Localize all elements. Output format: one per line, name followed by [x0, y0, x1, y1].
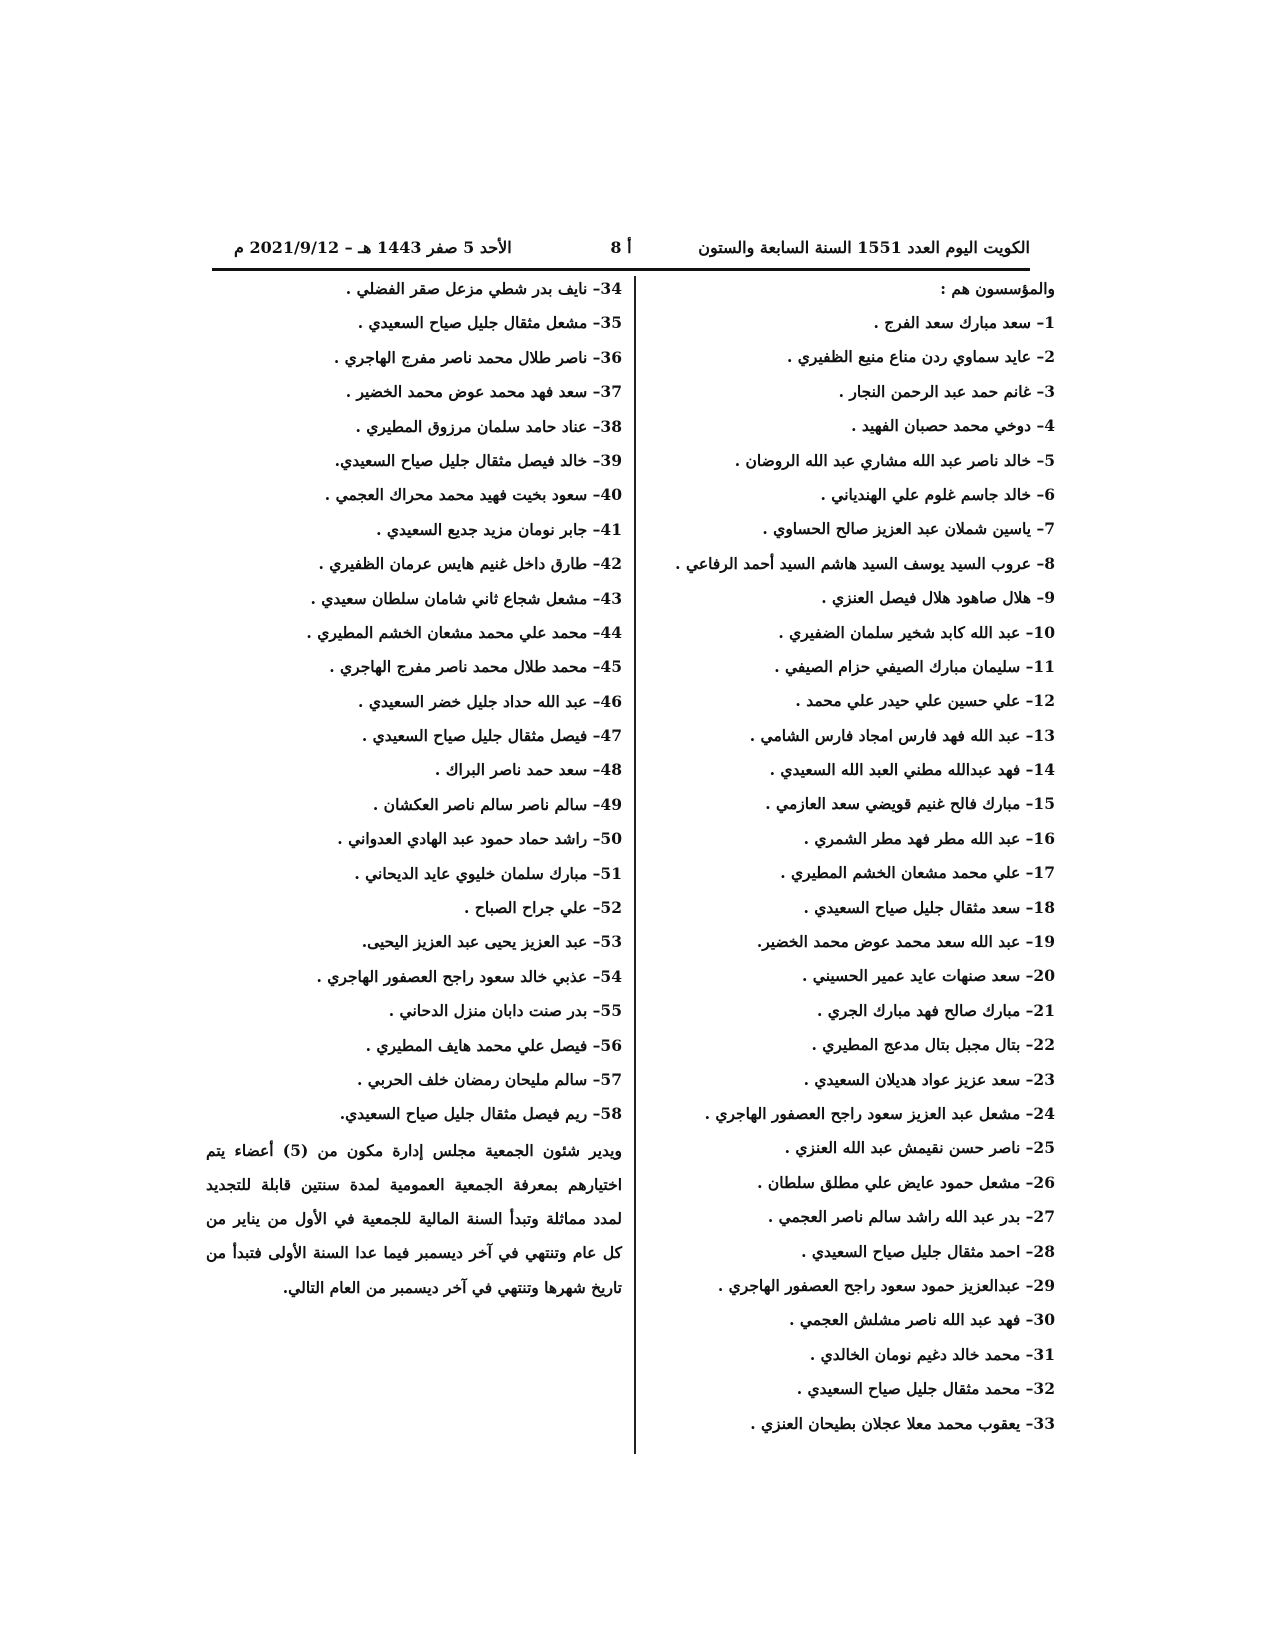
founder-item [206, 822, 622, 856]
item-dash: – [587, 450, 601, 470]
item-dash: – [587, 279, 601, 298]
founder-name: غانم حمد عبد الرحمن النجار . [838, 381, 1032, 401]
item-dash: – [587, 726, 601, 746]
founder-number: 22 [1033, 1035, 1055, 1055]
item-dash: – [1020, 932, 1034, 952]
founder-number: 56 [600, 1035, 622, 1055]
founder-name: طارق داخل غنيم هايس عرمان الظفيري . [318, 554, 588, 574]
founder-item [206, 685, 622, 719]
item-dash: – [1020, 725, 1034, 745]
founder-number: 14 [1033, 760, 1055, 780]
founder-name: ناصر حسن نقيمش عبد الله العنزي . [784, 1138, 1021, 1158]
item-dash: – [587, 932, 601, 952]
founder-item [650, 1235, 1055, 1269]
item-dash: – [587, 1001, 601, 1021]
founder-item [206, 753, 622, 787]
item-dash: – [1031, 381, 1045, 401]
founder-number: 5 [1044, 450, 1055, 470]
founder-number: 42 [600, 554, 622, 574]
founder-number: 26 [1033, 1172, 1055, 1192]
issue-date: الأحد 5 صفر 1443 هـ – 2021/9/12 م [234, 238, 512, 257]
item-dash: – [587, 1035, 601, 1055]
founder-name: علي محمد مشعان الخشم المطيري . [780, 863, 1021, 883]
founder-name: فيصل مثقال جليل صياح السعيدي . [361, 726, 588, 746]
founders-intro: والمؤسسون هم : [940, 279, 1055, 298]
founder-number: 54 [600, 966, 622, 986]
founder-number: 3 [1044, 381, 1055, 401]
founder-number: 47 [600, 726, 622, 746]
column-divider [634, 276, 636, 1454]
founder-item [650, 684, 1055, 718]
item-dash: – [1020, 760, 1034, 780]
founder-name: خالد فيصل مثقال جليل صياح السعيدي. [334, 450, 588, 470]
founder-name: خالد جاسم غلوم علي الهندياني . [820, 484, 1032, 504]
item-dash: – [587, 313, 601, 333]
founder-number: 2 [1044, 347, 1055, 367]
item-dash: – [1020, 1138, 1034, 1158]
item-dash: – [587, 416, 601, 436]
founders-column-left [206, 272, 622, 1305]
founder-number: 25 [1033, 1138, 1055, 1158]
founder-name: عبد الله مطر فهد مطر الشمري . [803, 828, 1021, 848]
founder-item [650, 719, 1055, 753]
item-dash: – [1031, 484, 1045, 504]
founder-name: دوخي محمد حصبان الفهيد . [851, 416, 1032, 436]
founder-name: نايف بدر شطي مزعل صقر الفضلي . [345, 279, 588, 298]
founder-number: 40 [600, 485, 622, 505]
founder-item [650, 409, 1055, 443]
founder-name: سعد عزيز عواد هديلان السعيدي . [803, 1069, 1021, 1089]
item-dash: – [587, 519, 601, 539]
item-dash: – [1020, 897, 1034, 917]
founder-number: 36 [600, 347, 622, 367]
item-dash: – [587, 863, 601, 883]
item-dash: – [1020, 828, 1034, 848]
founder-item [206, 650, 622, 684]
founder-name: عبد العزيز يحيى عبد العزيز اليحيى. [361, 932, 588, 952]
item-dash: – [1031, 416, 1045, 436]
founder-item [650, 375, 1055, 409]
founder-number: 27 [1033, 1207, 1055, 1227]
founder-number: 45 [600, 657, 622, 677]
item-dash: – [1031, 313, 1045, 332]
founder-number: 32 [1033, 1379, 1055, 1399]
founder-number: 24 [1033, 1103, 1055, 1123]
founder-item [206, 410, 622, 444]
founder-number: 12 [1033, 691, 1055, 711]
founder-name: جابر نومان مزيد جديع السعيدي . [376, 519, 588, 539]
founder-name: سالم ناصر سالم ناصر العكشان . [372, 794, 588, 814]
item-dash: – [1020, 1035, 1034, 1055]
founder-name: عناد حامد سلمان مرزوق المطيري . [355, 416, 588, 436]
founder-name: سعد صنهات عايد عمير الحسيني . [801, 966, 1021, 986]
founder-number: 31 [1033, 1344, 1055, 1364]
founder-item [650, 925, 1055, 959]
founder-name: علي حسين علي حيدر علي محمد . [795, 691, 1021, 711]
founder-item [650, 444, 1055, 478]
founder-item [650, 787, 1055, 821]
founder-name: محمد خالد دغيم نومان الخالدي . [809, 1344, 1021, 1364]
item-dash: – [587, 966, 601, 986]
founder-item [206, 960, 622, 994]
founder-number: 49 [600, 794, 622, 814]
item-dash: – [587, 794, 601, 814]
founder-item [650, 306, 1055, 340]
founder-item [650, 822, 1055, 856]
founder-number: 43 [600, 588, 622, 608]
founder-item [650, 1372, 1055, 1406]
founder-item [650, 959, 1055, 993]
founder-name: هلال صاهود هلال فيصل العنزي . [821, 588, 1032, 608]
founder-number: 51 [600, 863, 622, 883]
page-header [212, 238, 1030, 268]
founder-number: 37 [600, 382, 622, 402]
founder-name: مبارك فالح غنيم قويضي سعد العازمي . [765, 794, 1021, 814]
founder-name: مشعل حمود عايض علي مطلق سلطان . [757, 1172, 1021, 1192]
founder-number: 10 [1033, 622, 1055, 642]
item-dash: – [1031, 519, 1045, 539]
item-dash: – [587, 829, 601, 849]
founder-number: 34 [600, 279, 622, 298]
founder-item [650, 1200, 1055, 1234]
founder-number: 50 [600, 829, 622, 849]
founder-item [650, 1338, 1055, 1372]
founder-item [650, 650, 1055, 684]
founder-name: فهد عبد الله ناصر مشلش العجمي . [789, 1310, 1021, 1330]
founder-item [206, 444, 622, 478]
founder-number: 33 [1033, 1413, 1055, 1433]
founder-item [206, 306, 622, 340]
item-dash: – [1020, 794, 1034, 814]
founder-item [650, 547, 1055, 581]
founder-number: 28 [1033, 1241, 1055, 1261]
founder-number: 38 [600, 416, 622, 436]
founder-item [206, 616, 622, 650]
item-dash: – [1020, 1172, 1034, 1192]
item-dash: – [587, 760, 601, 780]
founder-item [650, 1269, 1055, 1303]
founder-name: سعد مثقال جليل صياح السعيدي . [803, 897, 1021, 917]
founder-name: عبد الله كابد شخير سلمان الضفيري . [778, 622, 1021, 642]
founders-column-right [650, 272, 1055, 1441]
founder-number: 16 [1033, 828, 1055, 848]
founder-number: 13 [1033, 725, 1055, 745]
founder-number: 29 [1033, 1275, 1055, 1295]
founder-item [650, 994, 1055, 1028]
founder-name: مبارك صالح فهد مبارك الجري . [816, 1000, 1021, 1020]
founder-name: بدر صنت دابان منزل الدحاني . [388, 1001, 588, 1021]
founder-item [650, 616, 1055, 650]
item-dash: – [1031, 588, 1045, 608]
item-dash: – [1031, 450, 1045, 470]
item-dash: – [587, 485, 601, 505]
founder-name: محمد طلال محمد ناصر مفرج الهاجري . [329, 657, 588, 677]
founder-item [206, 513, 622, 547]
founder-number: 57 [600, 1069, 622, 1089]
founder-number: 41 [600, 519, 622, 539]
founder-name: عبد الله حداد جليل خضر السعيدي . [358, 691, 588, 711]
founder-name: عبد الله سعد محمد عوض محمد الخضير. [756, 932, 1021, 952]
page-number: أ 8 [610, 238, 632, 257]
founder-name: عبدالعزيز حمود سعود راجح العصفور الهاجري . [717, 1275, 1021, 1295]
founder-name: مشعل عبد العزيز سعود راجح العصفور الهاجري . [704, 1103, 1021, 1123]
founder-number: 20 [1033, 966, 1055, 986]
founder-number: 18 [1033, 897, 1055, 917]
item-dash: – [587, 1104, 601, 1124]
founder-item [206, 547, 622, 581]
founder-name: مشعل شجاع ثاني شامان سلطان سعيدي . [310, 588, 588, 608]
founder-number: 53 [600, 932, 622, 952]
item-dash: – [1020, 1069, 1034, 1089]
item-dash: – [1020, 622, 1034, 642]
founder-number: 6 [1044, 484, 1055, 504]
founder-item [206, 272, 622, 306]
founder-item [206, 788, 622, 822]
founder-item [650, 1028, 1055, 1062]
founder-number: 52 [600, 898, 622, 918]
item-dash: – [587, 1069, 601, 1089]
item-dash: – [1020, 1379, 1034, 1399]
founder-name: عذبي خالد سعود راجح العصفور الهاجري . [316, 966, 588, 986]
founder-number: 7 [1044, 519, 1055, 539]
founder-name: علي جراح الصباح . [464, 898, 588, 918]
item-dash: – [587, 588, 601, 608]
founder-item [650, 856, 1055, 890]
founder-number: 8 [1044, 553, 1055, 573]
founder-name: خالد ناصر عبد الله مشاري عبد الله الروضان . [734, 450, 1032, 470]
founder-number: 11 [1033, 656, 1055, 676]
founder-name: سليمان مبارك الصيفي حزام الصيفي . [774, 656, 1021, 676]
founder-name: عايد سماوي ردن مناع منيع الظفيري . [786, 347, 1032, 367]
founder-item [650, 891, 1055, 925]
founder-item [650, 1131, 1055, 1165]
founder-item [650, 1166, 1055, 1200]
founder-item [206, 1029, 622, 1063]
founder-name: ريم فيصل مثقال جليل صياح السعيدي. [339, 1104, 588, 1124]
item-dash: – [1031, 553, 1045, 573]
item-dash: – [1020, 1275, 1034, 1295]
founder-item [206, 1097, 622, 1131]
item-dash: – [1020, 656, 1034, 676]
founder-name: سعد مبارك سعد الفرج . [873, 313, 1032, 332]
item-dash: – [1020, 1103, 1034, 1123]
founder-item [206, 478, 622, 512]
founder-name: سعود بخيت فهيد محمد محراك العجمي . [324, 485, 588, 505]
founder-number: 55 [600, 1001, 622, 1021]
founder-item [206, 925, 622, 959]
item-dash: – [1020, 1413, 1034, 1433]
founder-number: 1 [1044, 313, 1055, 332]
founder-name: سالم مليحان رمضان خلف الحربي . [357, 1069, 588, 1089]
founder-number: 9 [1044, 588, 1055, 608]
founder-item [650, 1407, 1055, 1441]
founder-name: مبارك سلمان خليوي عايد الديحاني . [354, 863, 588, 883]
founder-item [650, 1097, 1055, 1131]
founder-number: 21 [1033, 1000, 1055, 1020]
founder-number: 4 [1044, 416, 1055, 436]
founder-item [206, 857, 622, 891]
item-dash: – [587, 657, 601, 677]
founder-name: سعد حمد ناصر البراك . [434, 760, 588, 780]
founder-number: 48 [600, 760, 622, 780]
founder-number: 39 [600, 450, 622, 470]
founder-item [206, 719, 622, 753]
founder-number: 58 [600, 1104, 622, 1124]
item-dash: – [1020, 1310, 1034, 1330]
item-dash: – [587, 898, 601, 918]
item-dash: – [587, 691, 601, 711]
founder-name: بدر عبد الله راشد سالم ناصر العجمي . [767, 1207, 1021, 1227]
item-dash: – [587, 622, 601, 642]
founder-name: يعقوب محمد معلا عجلان بطيحان العنزي . [750, 1413, 1021, 1433]
founder-name: فهد عبدالله مطني العبد الله السعيدي . [769, 760, 1021, 780]
founder-number: 23 [1033, 1069, 1055, 1089]
founder-item [206, 375, 622, 409]
founder-item [650, 512, 1055, 546]
founder-number: 19 [1033, 932, 1055, 952]
founder-name: مشعل مثقال جليل صياح السعيدي . [357, 313, 588, 333]
founder-item [206, 994, 622, 1028]
founder-name: محمد مثقال جليل صياح السعيدي . [796, 1379, 1021, 1399]
founder-name: عروب السيد يوسف السيد هاشم السيد أحمد الرفاعي . [675, 553, 1032, 573]
founder-item [650, 581, 1055, 615]
founder-name: سعد فهد محمد عوض محمد الخضير . [345, 382, 588, 402]
founder-item [650, 753, 1055, 787]
founder-name: ناصر طلال محمد ناصر مفرج الهاجري . [333, 347, 588, 367]
founder-number: 46 [600, 691, 622, 711]
item-dash: – [1020, 1207, 1034, 1227]
item-dash: – [1020, 966, 1034, 986]
founder-item [206, 341, 622, 375]
item-dash: – [587, 347, 601, 367]
item-dash: – [1020, 691, 1034, 711]
founder-name: فيصل علي محمد هايف المطيري . [365, 1035, 588, 1055]
item-dash: – [1020, 863, 1034, 883]
founder-item [650, 1303, 1055, 1337]
founder-name: عبد الله فهد فارس امجاد فارس الشامي . [749, 725, 1021, 745]
publication-info: الكويت اليوم العدد 1551 السنة السابعة والستون [698, 238, 1030, 257]
item-dash: – [587, 554, 601, 574]
founder-name: محمد علي محمد مشعان الخشم المطيري . [306, 622, 588, 642]
founder-name: ياسين شملان عبد العزيز صالح الحساوي . [762, 519, 1032, 539]
founder-item [206, 891, 622, 925]
header-rule [212, 268, 1030, 271]
item-dash: – [1020, 1000, 1034, 1020]
founder-number: 30 [1033, 1310, 1055, 1330]
founder-number: 17 [1033, 863, 1055, 883]
founder-item [206, 1063, 622, 1097]
founder-number: 44 [600, 622, 622, 642]
board-paragraph: ويدير شئون الجمعية مجلس إدارة مكون من (5) أعضاء يتم اختيارهم بمعرفة الجمعية العمومية لمدة سنتين قابلة للتجديد لمدد مماثلة وتبدأ السنة المالية للجمعية في الأول من يناير من كل عام وتنتهي في آخر ديسمبر فيما عدا السنة الأولى فتبدأ من تاريخ شهرها وتنتهي في آخر ديسمبر من العام التالي. [206, 1140, 622, 1297]
founder-name: بتال مجبل بتال مدعج المطيري . [811, 1035, 1021, 1055]
founder-item [650, 478, 1055, 512]
item-dash: – [1020, 1241, 1034, 1261]
founder-item [650, 1063, 1055, 1097]
founder-item [206, 582, 622, 616]
founder-number: 15 [1033, 794, 1055, 814]
founder-name: احمد مثقال جليل صياح السعيدي . [801, 1241, 1021, 1261]
founder-number: 35 [600, 313, 622, 333]
founder-name: راشد حماد حمود عبد الهادي العدواني . [337, 829, 588, 849]
item-dash: – [587, 382, 601, 402]
item-dash: – [1031, 347, 1045, 367]
founder-item [650, 340, 1055, 374]
item-dash: – [1020, 1344, 1034, 1364]
